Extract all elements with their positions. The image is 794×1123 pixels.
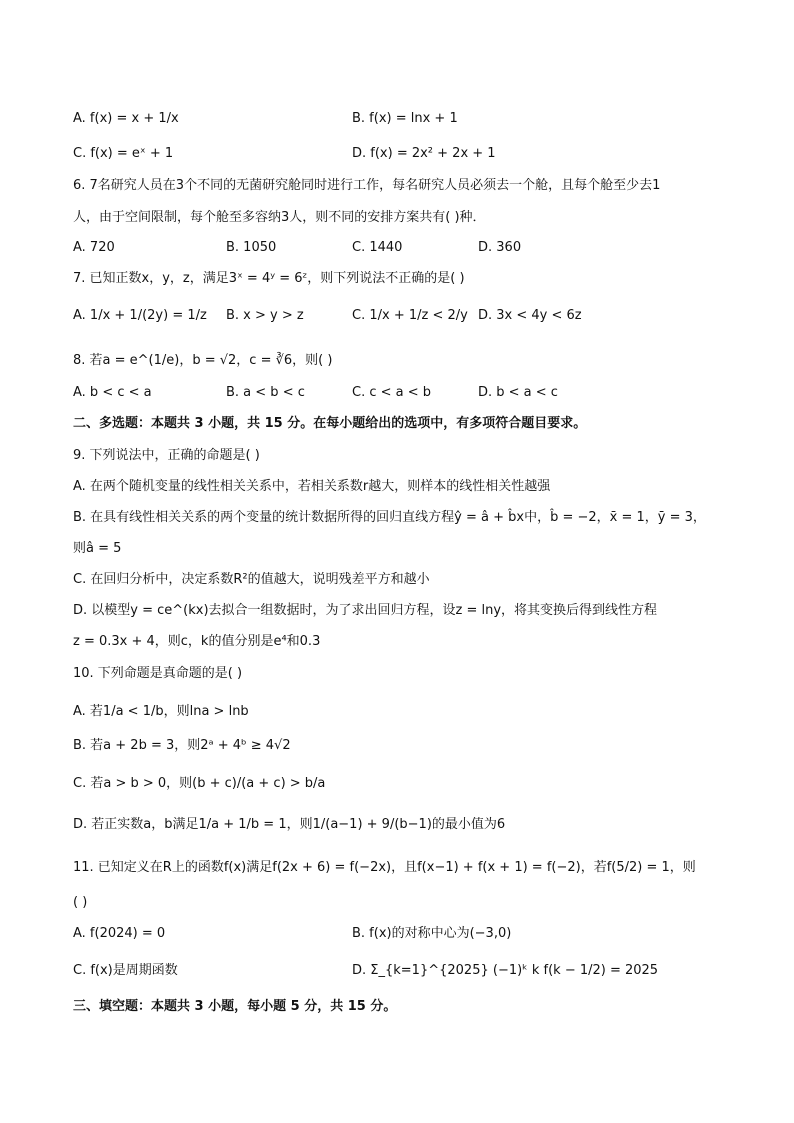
q6-stem-line1: 6. 7名研究人员在3个不同的无菌研究舱同时进行工作，每名研究人员必须去一个舱，且每个舱至少去1 [73,178,661,193]
section-heading-multiple-choice: 二、多选题：本题共 3 小题，共 15 分。在每小题给出的选项中，有多项符合题目要求。 [73,416,587,431]
q5-option-b: B. f(x) = lnx + 1 [352,111,458,126]
q10-option-a: A. 若1/a < 1/b，则lna > lnb [73,704,249,719]
q8-stem: 8. 若a = e^(1/e)，b = √2，c = ∛6，则( ) [73,353,333,368]
q9-option-a: A. 在两个随机变量的线性相关关系中，若相关系数r越大，则样本的线性相关性越强 [73,479,551,494]
q11-option-d: D. Σ_{k=1}^{2025} (−1)ᵏ k f(k − 1/2) = 2025 [352,963,659,978]
q10-stem: 10. 下列命题是真命题的是( ) [73,666,243,681]
q8-option-b: B. a < b < c [226,385,305,400]
q9-option-b-line1: B. 在具有线性相关关系的两个变量的统计数据所得的回归直线方程ŷ = â + b̂x中，b̂ = −2，x̄ = 1，ȳ = 3， [73,510,706,525]
q8-option-d: D. b < a < c [478,385,558,400]
q9-option-b-line2: 则â = 5 [73,541,122,556]
q6-stem-line2: 人，由于空间限制，每个舱至多容纳3人，则不同的安排方案共有( )种． [73,210,486,225]
q8-option-c: C. c < a < b [352,385,432,400]
section-heading-fill-in: 三、填空题：本题共 3 小题，每小题 5 分，共 15 分。 [73,999,397,1014]
q5-option-d: D. f(x) = 2x² + 2x + 1 [352,146,496,161]
q9-option-d-line2: z = 0.3x + 4，则c，k的值分别是e⁴和0.3 [73,634,321,649]
q7-option-a: A. 1/x + 1/(2y) = 1/z [73,308,207,323]
q5-option-a: A. f(x) = x + 1/x [73,111,179,126]
q7-option-b: B. x > y > z [226,308,304,323]
q5-option-c: C. f(x) = eˣ + 1 [73,146,174,161]
q9-option-d-line1: D. 以模型y = ce^(kx)去拟合一组数据时，为了求出回归方程，设z = lny，将其变换后得到线性方程 [73,603,658,618]
q10-option-c: C. 若a > b > 0，则(b + c)/(a + c) > b/a [73,776,326,791]
q9-option-c: C. 在回归分析中，决定系数R²的值越大，说明残差平方和越小 [73,572,430,587]
q11-option-b: B. f(x)的对称中心为(−3,0) [352,926,512,941]
q6-option-c: C. 1440 [352,240,403,255]
q11-stem-line1: 11. 已知定义在R上的函数f(x)满足f(2x + 6) = f(−2x)，且f(x−1) + f(x + 1) = f(−2)，若f(5/2) = 1，则 [73,860,696,875]
q7-option-d: D. 3x < 4y < 6z [478,308,582,323]
q6-option-a: A. 720 [73,240,115,255]
q10-option-b: B. 若a + 2b = 3，则2ᵃ + 4ᵇ ≥ 4√2 [73,738,291,753]
q7-stem: 7. 已知正数x，y，z，满足3ˣ = 4ʸ = 6ᶻ，则下列说法不正确的是( ) [73,271,465,286]
q7-option-c: C. 1/x + 1/z < 2/y [352,308,468,323]
q6-option-b: B. 1050 [226,240,277,255]
q8-option-a: A. b < c < a [73,385,152,400]
q11-option-a: A. f(2024) = 0 [73,926,166,941]
q11-option-c: C. f(x)是周期函数 [73,963,178,978]
q11-stem-line2: ( ) [73,895,88,910]
q9-stem: 9. 下列说法中，正确的命题是( ) [73,448,260,463]
q6-option-d: D. 360 [478,240,522,255]
q10-option-d: D. 若正实数a，b满足1/a + 1/b = 1，则1/(a−1) + 9/(b−1)的最小值为6 [73,817,506,832]
